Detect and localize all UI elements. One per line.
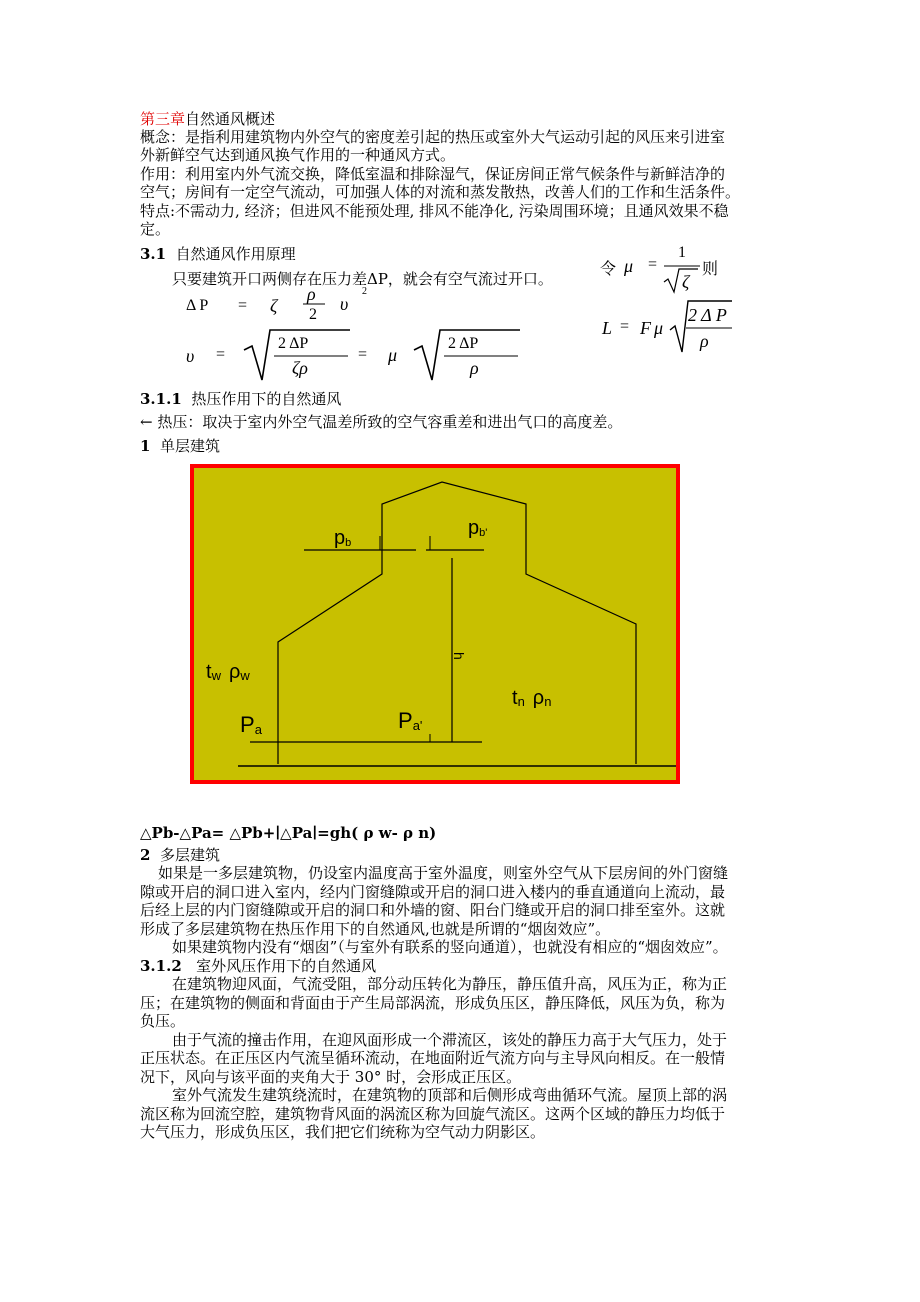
wind-line-9: 大气压力，形成负压区，我们把它们统称为空气动力阴影区。 xyxy=(140,1123,546,1141)
hot-pressure-text: ← 热压：取决于室内外空气温差所致的空气容重差和进出气口的高度差。 xyxy=(140,413,623,431)
wind-line-3: 负压。 xyxy=(140,1012,186,1030)
wind-line-6: 况下，风向与该平面的夹角大于 30° 时，会形成正压区。 xyxy=(140,1068,522,1086)
section-number: 3.1.1 xyxy=(140,390,182,408)
f2-numerator: 2 ΔP xyxy=(278,335,309,352)
label-pb-prime: pb' xyxy=(468,517,488,539)
multi-line-1: 如果是一多层建筑物，仍设室内温度高于室外温度，则室外空气从下层房间的外门窗缝 xyxy=(158,864,729,882)
item-title: 多层建筑 xyxy=(159,846,220,864)
f3-then: 则 xyxy=(702,259,719,278)
label-pa-prime: Pa' xyxy=(398,708,423,733)
label-pb: pb xyxy=(334,527,352,549)
f1-velocity: υ xyxy=(340,294,349,314)
feature-line-2: 定。 xyxy=(140,220,171,238)
item-title: 单层建筑 xyxy=(159,437,220,455)
single-building-diagram xyxy=(190,464,680,784)
f1-delta-p: Δ P xyxy=(186,297,209,314)
item-number: 1 xyxy=(140,437,151,455)
wind-line-1: 在建筑物迎风面，气流受阻，部分动压转化为静压，静压值升高，风压为正，称为正 xyxy=(172,975,728,993)
wind-line-2: 压；在建筑物的侧面和背面由于产生局部涡流，形成负压区，静压降低，风压为负，称为 xyxy=(140,994,726,1012)
multi-line-4: 形成了多层建筑物在热压作用下的自然通风,也就是所谓的“烟囱效应”。 xyxy=(140,920,611,938)
section-number: 3.1.2 xyxy=(140,957,182,975)
f2-equals-2: = xyxy=(358,346,368,363)
f3-zeta: ζ xyxy=(682,272,690,292)
pressure-equation: △Pb-△Pa= △Pb+∣△Pa∣=gh( ρ w- ρ n) xyxy=(140,824,437,842)
f4-numerator: 2 Δ P xyxy=(688,305,727,325)
label-tn-rho-n: tn ρn xyxy=(512,687,552,709)
label-tw-rho-w: tw ρw xyxy=(206,661,250,683)
formula-strokes xyxy=(0,0,920,400)
f4-flow: L xyxy=(602,318,613,338)
f2-denominator: ζρ xyxy=(292,358,308,378)
function-line-1: 作用：利用室内外气流交换，降低室温和排除湿气，保证房间正常气候条件与新鲜洁净的 xyxy=(140,165,726,183)
concept-line-2: 外新鲜空气达到通风换气作用的一种通风方式。 xyxy=(140,146,456,164)
feature-line-1: 特点:不需动力, 经济；但进风不能预处理, 排风不能净化, 污染周围环境；且通风效果不稳 xyxy=(140,202,729,220)
f1-two: 2 xyxy=(309,306,317,323)
section-title: 自然通风作用原理 xyxy=(175,245,296,263)
f2-equals: = xyxy=(216,346,226,363)
f4-mu: μ xyxy=(654,318,664,338)
concept-line-1: 概念：是指利用建筑物内外空气的密度差引起的热压或室外大气运动引起的风压来引进室 xyxy=(140,128,726,146)
wind-line-8: 流区称为回流空腔，建筑物背风面的涡流区称为回旋气流区。这两个区域的静压力均低于 xyxy=(140,1105,726,1123)
section-3-1-2-heading xyxy=(140,957,376,975)
multi-line-5: 如果建筑物内没有“烟囱”（与室外有联系的竖向通道），也就没有相应的“烟囱效应”。 xyxy=(172,938,728,956)
pressure-difference-text: 只要建筑开口两侧存在压力差ΔP，就会有空气流过开口。 xyxy=(172,270,553,288)
diagram-frame xyxy=(192,466,678,782)
item-number: 2 xyxy=(140,846,151,864)
section-3-1-1-heading xyxy=(140,390,341,408)
f3-equals: = xyxy=(648,256,658,273)
f1-equals: = xyxy=(238,297,248,314)
f2-numerator-2: 2 ΔP xyxy=(448,335,479,352)
wind-line-7: 室外气流发生建筑绕流时，在建筑物的顶部和后侧形成弯曲循环气流。屋顶上部的涡 xyxy=(172,1086,728,1104)
section-title: 热压作用下的自然通风 xyxy=(191,390,342,408)
f3-let: 令 xyxy=(600,259,617,278)
f1-rho: ρ xyxy=(307,284,316,304)
f1-square: 2 xyxy=(362,286,367,297)
section-number: 3.1 xyxy=(140,245,167,263)
chapter-title: 自然通风概述 xyxy=(185,110,276,128)
f4-area: F xyxy=(640,318,651,338)
f3-one: 1 xyxy=(678,244,686,261)
multi-floor-heading xyxy=(140,846,220,864)
section-title: 室外风压作用下的自然通风 xyxy=(196,957,377,975)
chapter-number: 第三章 xyxy=(140,110,186,128)
multi-line-3: 后经上层的内门窗缝隙或开启的洞口和外墙的窗、阳台门缝或开启的洞口排至室外。这就 xyxy=(140,901,726,919)
f3-mu: μ xyxy=(624,256,634,276)
f2-mu: μ xyxy=(388,345,398,365)
function-line-2: 空气；房间有一定空气流动，可加强人体的对流和蒸发散热，改善人们的工作和生活条件。 xyxy=(140,183,741,201)
label-height: h xyxy=(451,652,467,660)
f2-denominator-2: ρ xyxy=(470,358,479,378)
single-floor-heading xyxy=(140,437,220,455)
f4-denominator: ρ xyxy=(700,331,709,351)
label-pa: Pa xyxy=(240,712,262,737)
wind-line-5: 正压状态。在正压区内气流呈循环流动，在地面附近气流方向与主导风向相反。在一般情 xyxy=(140,1049,726,1067)
wind-line-4: 由于气流的撞击作用，在迎风面形成一个滞流区，该处的静压力高于大气压力，处于 xyxy=(172,1031,728,1049)
f1-zeta: ζ xyxy=(270,296,278,316)
multi-line-2: 隙或开启的洞口进入室内，经内门窗缝隙或开启的洞口进入楼内的垂直通道向上流动，最 xyxy=(140,883,726,901)
f4-equals: = xyxy=(620,318,630,335)
f2-velocity: υ xyxy=(186,346,195,366)
